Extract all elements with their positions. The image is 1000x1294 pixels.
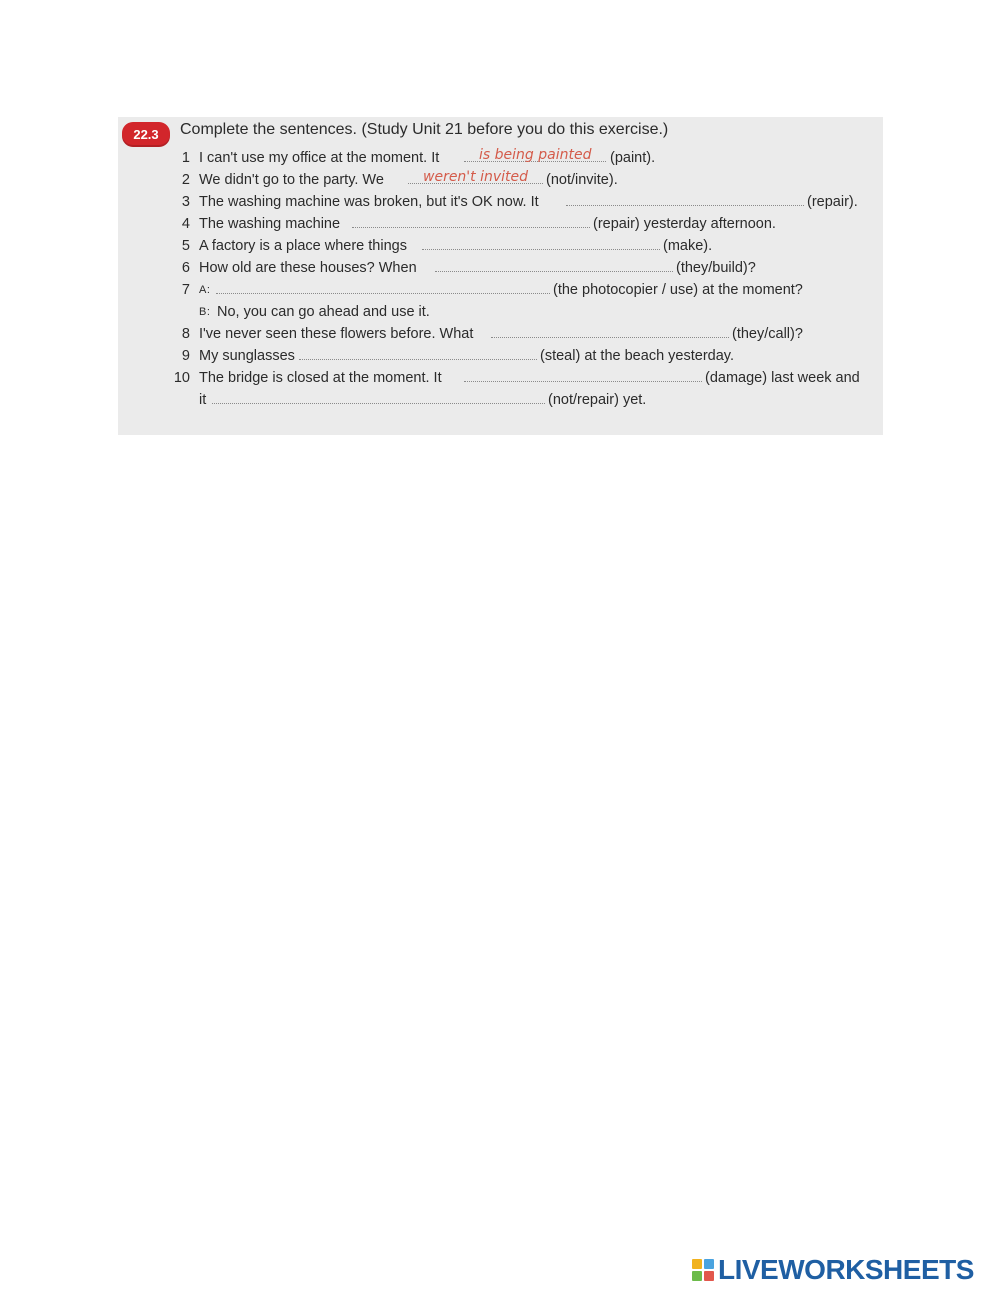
item-prompt: The washing machine was broken, but it's OK now. It — [199, 194, 539, 210]
item-hint: (repair) yesterday afternoon. — [593, 216, 776, 232]
exercise-title: Complete the sentences. (Study Unit 21 before you do this exercise.) — [180, 121, 669, 138]
answer-blank[interactable] — [435, 271, 673, 272]
item-number: 6 — [181, 260, 190, 276]
answer-blank[interactable] — [212, 403, 545, 404]
item-prompt: My sunglasses — [199, 348, 295, 364]
item-prompt: The washing machine — [199, 216, 341, 232]
answer-blank[interactable] — [566, 205, 804, 206]
exercise-item-2 — [118, 169, 883, 191]
item-prompt: How old are these houses? When — [199, 260, 417, 276]
exercise-item-7-response — [118, 301, 883, 323]
answer-blank[interactable] — [422, 249, 660, 250]
item-number: 4 — [181, 216, 190, 232]
exercise-item-5 — [118, 235, 883, 257]
answer-text: is being painted — [479, 147, 592, 163]
item-number: 10 — [173, 370, 190, 386]
answer-blank[interactable] — [299, 359, 537, 360]
speaker-label: A: — [199, 284, 211, 296]
exercise-item-8 — [118, 323, 883, 345]
item-text: No, you can go ahead and use it. — [217, 304, 430, 320]
item-hint: (paint). — [610, 150, 656, 166]
item-number: 8 — [181, 326, 190, 342]
item-prompt: A factory is a place where things — [199, 238, 407, 254]
item-prompt: The bridge is closed at the moment. It — [199, 370, 442, 386]
exercise-item-3 — [118, 191, 883, 213]
item-number: 1 — [181, 150, 190, 166]
item-number: 7 — [181, 282, 190, 298]
item-hint: (they/build)? — [676, 260, 756, 276]
answer-blank[interactable] — [352, 227, 590, 228]
item-number: 3 — [181, 194, 190, 210]
exercise-item-10 — [118, 367, 883, 389]
item-prompt: I've never seen these flowers before. What — [199, 326, 474, 342]
answer-blank[interactable] — [464, 381, 702, 382]
item-number: 9 — [181, 348, 190, 364]
liveworksheets-logo-icon — [692, 1259, 716, 1281]
exercise-item-10-continued — [118, 389, 883, 411]
answer-blank[interactable] — [216, 293, 550, 294]
exercise-item-6 — [118, 257, 883, 279]
item-hint: (the photocopier / use) at the moment? — [553, 282, 803, 298]
item-prompt: it — [199, 392, 207, 408]
exercise-item-7 — [118, 279, 883, 301]
item-prompt: I can't use my office at the moment. It — [199, 150, 440, 166]
exercise-item-9 — [118, 345, 883, 367]
item-hint: (they/call)? — [732, 326, 803, 342]
exercise-item-4 — [118, 213, 883, 235]
answer-text: weren't invited — [423, 169, 529, 185]
item-hint: (make). — [663, 238, 713, 254]
item-hint: (damage) last week and — [705, 370, 860, 386]
speaker-label: B: — [199, 306, 211, 318]
item-hint: (not/repair) yet. — [548, 392, 647, 408]
item-prompt: We didn't go to the party. We — [199, 172, 384, 188]
item-number: 5 — [181, 238, 190, 254]
logo-text: LIVEWORKSHEETS — [718, 1254, 974, 1285]
item-hint: (repair). — [807, 194, 858, 210]
item-hint: (steal) at the beach yesterday. — [540, 348, 734, 364]
item-hint: (not/invite). — [546, 172, 618, 188]
answer-blank[interactable] — [491, 337, 729, 338]
exercise-number-badge: 22.3 — [122, 122, 170, 147]
item-number: 2 — [181, 172, 190, 188]
exercise-panel — [118, 117, 883, 435]
